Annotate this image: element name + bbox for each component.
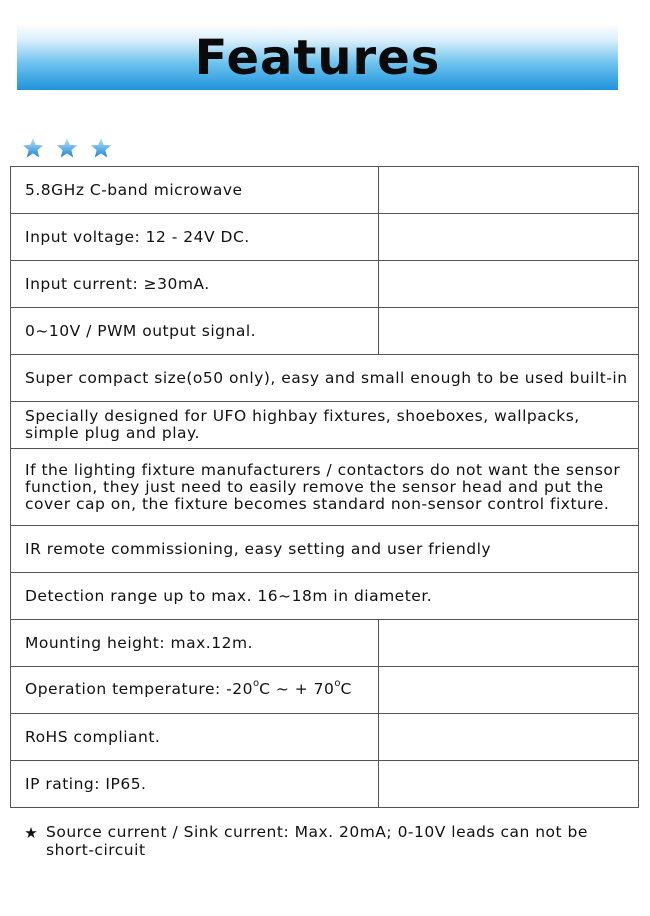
feature-cell: If the lighting fixture manufacturers / contactors do not want the sensor function, they just need to easily remove the sensor head and put the cover cap on, the fixture becomes standard non-sensor control fixture. <box>11 449 639 526</box>
feature-cell: 5.8GHz C-band microwave <box>11 167 379 214</box>
asterisk-star-icon <box>24 826 38 840</box>
operation-temperature-cell <box>11 667 379 714</box>
table-row <box>11 214 639 261</box>
table-row <box>11 573 639 620</box>
empty-cell <box>379 214 639 261</box>
table-row <box>11 308 639 355</box>
table-row <box>11 526 639 573</box>
empty-cell <box>379 620 639 667</box>
table-row <box>11 355 639 402</box>
feature-cell: Mounting height: max.12m. <box>11 620 379 667</box>
table-row <box>11 714 639 761</box>
empty-cell <box>379 667 639 714</box>
star-icon <box>22 137 44 159</box>
feature-cell: Detection range up to max. 16~18m in diameter. <box>11 573 639 620</box>
feature-cell: Specially designed for UFO highbay fixtures, shoeboxes, wallpacks, simple plug and play. <box>11 402 639 449</box>
empty-cell <box>379 261 639 308</box>
temperature-mid: C ~ + 70 <box>259 679 335 698</box>
table-row <box>11 449 639 526</box>
feature-cell: Input voltage: 12 - 24V DC. <box>11 214 379 261</box>
header-banner <box>17 24 618 90</box>
degree-symbol: o <box>252 677 260 689</box>
table-row <box>11 667 639 714</box>
star-icon <box>90 137 112 159</box>
feature-cell: IR remote commissioning, easy setting and user friendly <box>11 526 639 573</box>
empty-cell <box>379 714 639 761</box>
empty-cell <box>379 167 639 214</box>
degree-symbol: o <box>334 677 341 689</box>
page-title: Features <box>194 30 441 86</box>
feature-cell: RoHS compliant. <box>11 714 379 761</box>
footnote-text: Source current / Sink current: Max. 20mA; 0-10V leads can not be short-circuit <box>46 823 588 859</box>
feature-cell: 0~10V / PWM output signal. <box>11 308 379 355</box>
feature-cell: IP rating: IP65. <box>11 761 379 808</box>
temperature-label: Operation temperature: -20 <box>25 679 253 698</box>
table-row <box>11 620 639 667</box>
feature-cell: Super compact size(o50 only), easy and small enough to be used built-in <box>11 355 639 402</box>
temperature-unit: C <box>340 679 352 698</box>
feature-cell: Input current: ≥30mA. <box>11 261 379 308</box>
table-row <box>11 167 639 214</box>
table-row <box>11 261 639 308</box>
table-row <box>11 761 639 808</box>
empty-cell <box>379 761 639 808</box>
features-table <box>10 166 639 808</box>
star-icon <box>56 137 78 159</box>
empty-cell <box>379 308 639 355</box>
table-row <box>11 402 639 449</box>
